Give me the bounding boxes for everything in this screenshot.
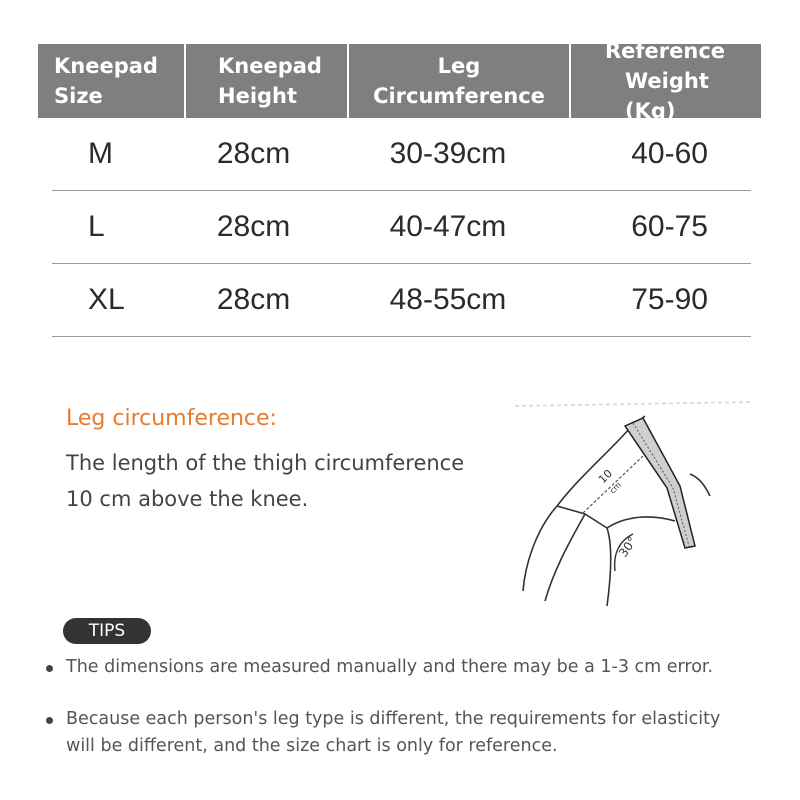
cell-height: 28cm	[216, 137, 291, 170]
distance-label: 10	[595, 467, 616, 487]
cell-size: L	[88, 210, 105, 243]
angle-label: 30°	[615, 534, 640, 560]
header-kneepad-size: Kneepad Size	[54, 54, 158, 108]
header-leg-circumference: Leg Circumference	[347, 44, 569, 118]
cell-size: XL	[88, 283, 125, 316]
cell-circumference: 48-55cm	[389, 283, 507, 316]
tip-item	[46, 654, 713, 681]
table-row	[52, 264, 751, 337]
header-reference-weight: Reference Weight (Kg)	[569, 44, 761, 118]
tip-line: The dimensions are measured manually and there may be a 1-3 cm error.	[66, 657, 714, 677]
cell-circumference: 30-39cm	[389, 137, 507, 170]
tip-line: will be different, and the size chart is only for reference.	[66, 736, 558, 756]
note-line: 10 cm above the knee.	[66, 487, 309, 511]
tips-badge: TIPS	[63, 618, 151, 644]
table-row	[52, 118, 751, 191]
cell-height: 28cm	[216, 210, 291, 243]
header-kneepad-height: Kneepad Height	[184, 44, 347, 118]
note-description	[66, 445, 464, 517]
cell-weight: 60-75	[631, 210, 708, 243]
cell-weight: 40-60	[631, 137, 708, 170]
tip-item	[46, 706, 720, 760]
table-header	[38, 39, 761, 123]
table-row	[52, 191, 751, 264]
bullet-icon	[46, 665, 53, 672]
note-title: Leg circumference:	[66, 406, 277, 431]
size-chart-table	[38, 39, 761, 337]
cell-size: M	[88, 137, 113, 170]
cell-height: 28cm	[216, 283, 291, 316]
note-line: The length of the thigh circumference	[66, 451, 465, 475]
knee-measurement-icon	[515, 396, 765, 611]
tip-line: Because each person's leg type is different, the requirements for elasticity	[66, 709, 721, 729]
cell-weight: 75-90	[631, 283, 708, 316]
bullet-icon	[46, 717, 53, 724]
distance-unit: cm	[608, 480, 624, 496]
measurement-note	[66, 406, 464, 517]
cell-circumference: 40-47cm	[389, 210, 507, 243]
